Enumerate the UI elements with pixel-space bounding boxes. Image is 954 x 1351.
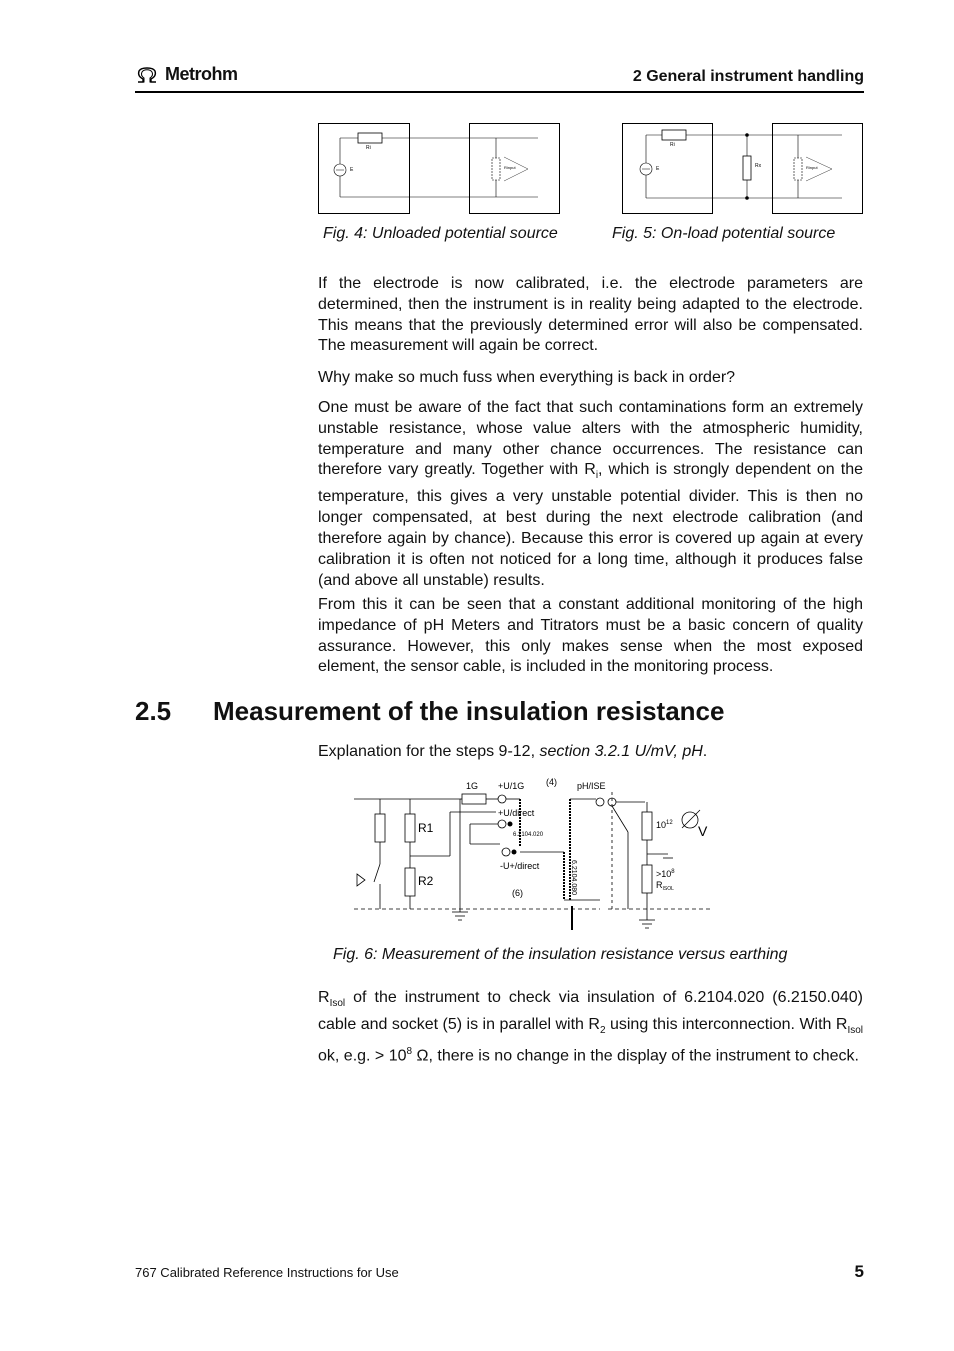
- v-label: V: [698, 823, 708, 839]
- paragraph-question: Why make so much fuss when everything is back in order?: [318, 369, 736, 386]
- fig6-circuit-diagram: [350, 772, 714, 936]
- fig4-caption: Fig. 4: Unloaded potential source: [323, 225, 558, 242]
- cable2-label: 6.2104.080: [570, 860, 577, 896]
- section-reference: section 3.2.1 U/mV, pH: [539, 743, 703, 760]
- chapter-title: 2 General instrument handling: [632, 68, 864, 85]
- phise-label: pH/ISE: [577, 781, 606, 791]
- section-title: Measurement of the insulation resistance: [213, 696, 725, 726]
- fig4-rinput-label: Rinput: [504, 165, 516, 170]
- minus-u-label: -U+/direct: [500, 861, 540, 871]
- paragraph-calibration: If the electrode is now calibrated, i.e. the electrode parameters are determined, then the instrument is in reality being adapted to the electrode. This means that the previously determined error will also be compensated. The measurement will again be correct.: [318, 275, 863, 355]
- metrohm-logo: [135, 64, 238, 85]
- footer-doc-title: 767 Calibrated Reference Instructions for Use: [135, 1265, 399, 1280]
- section-heading: [135, 696, 724, 727]
- fig4-e-label: E: [350, 167, 354, 173]
- paragraph-monitoring: From this it can be seen that a constant additional monitoring of the high impedance of pH Meters and Titrators must be a basic concern of quality assurance. However, this only makes sense when the most exposed element, the sensor cable, is included in the monitoring process.: [318, 596, 863, 676]
- page-number: 5: [854, 1262, 864, 1281]
- udirect-label: +U/direct: [498, 808, 535, 818]
- 1g-label: 1G: [466, 781, 479, 791]
- fig5-ri-label: Ri: [670, 142, 675, 148]
- r2-label: R2: [418, 874, 434, 888]
- paragraph-contamination: One must be aware of the fact that such contaminations form an extremely unstable resistance, whose value alters with the atmospheric humidity, temperature and many other chance occurrences. The resistance can therefore vary greatly. Together with $R_i$, which is strongly dependent on the temperature, this gives a very unstable potential divider. This is then no longer compensated, at best during the next electrode calibration (and therefore again by chance). Because this error is covered up again at every calibration it is often not noticed for a long time, although it produces false (and above all unstable) results.: [318, 399, 863, 589]
- fig6-caption: Fig. 6: Measurement of the insulation resistance versus earthing: [333, 946, 788, 963]
- header-divider: [135, 91, 864, 93]
- fig5-rinput-label: Rinput: [806, 165, 818, 170]
- 10-12-label: $10^{12}$: [656, 820, 673, 830]
- fig4-circuit-diagram: [318, 123, 562, 215]
- note-4-label: (4): [546, 777, 557, 787]
- section-number: 2.5: [135, 696, 172, 726]
- fig5-rx-label: Rx: [755, 163, 762, 169]
- fig4-ri-label: Ri: [366, 145, 371, 151]
- cable1-label: 6.2104.020: [513, 832, 544, 838]
- risol-label: $R_{ISOL}$: [656, 880, 674, 892]
- u1g-label: +U/1G: [498, 781, 525, 791]
- logo-text: Metrohm: [165, 64, 238, 84]
- final-paragraph: $R_{Isol}$ of the instrument to check via insulation of 6.2104.020 (6.2150.040) cable and socket (5) is in parallel with $R_2$ using this interconnection. With $R_{Isol}$ ok, e.g. > $10^8$ Ω, there is no change in the display of the instrument to check.: [318, 989, 864, 1065]
- fig5-caption: Fig. 5: On-load potential source: [612, 225, 836, 242]
- fig5-circuit-diagram: [622, 123, 864, 215]
- fig5-e-label: E: [656, 166, 660, 172]
- gt10-8-label: $>10^8$: [656, 869, 675, 879]
- note-6-label: (6): [512, 888, 523, 898]
- r1-label: R1: [418, 821, 434, 835]
- intro-paragraph: Explanation for the steps 9-12, section 3.2.1 U/mV, pH.: [318, 743, 708, 760]
- omega-logo-icon: [135, 66, 159, 84]
